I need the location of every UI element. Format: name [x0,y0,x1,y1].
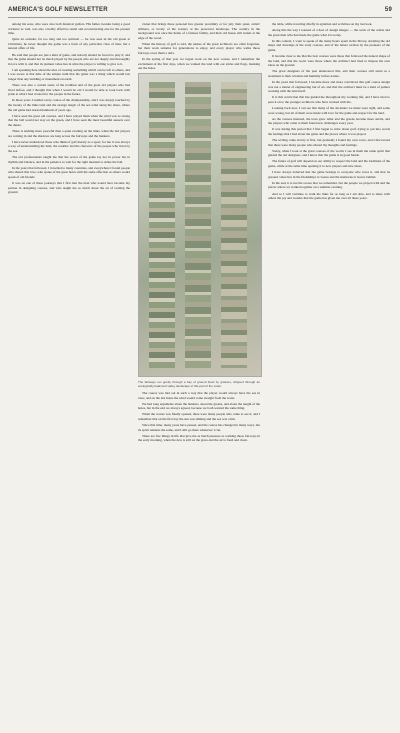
paragraph: I have never understood those who think of golf merely as a sport; for me it was always a way of understanding the land, the weather and the character of the people who lived by the sea. [8,139,130,153]
photo-panel [185,82,211,368]
landscape-photo [138,73,262,377]
paragraph: Along this the way I learned of a host of design images — the work of the artists and the great men who had made the game what it is today. [268,28,390,37]
running-title: AMERICA'S GOLF NEWSLETTER [8,7,108,13]
paragraph: The old professionals taught me that the secret of the game lay not in power but in rhythm and balance, and in the patience to wait for the right moment to strike the ball. [8,154,130,164]
paragraph: In the years that followed, I travelled to many countries, and everywhere I found people who shared this love, who spoke of the great holes with the same affection as others would speak of old friends. [8,165,130,179]
page-header [8,7,392,18]
column-1 [8,22,130,444]
paragraph: I have seen the great old courses, and I have played them when the wind was so strong that the ball would not stay on the green, and I have seen the most beautiful sunsets over the dunes. [8,113,130,127]
paragraph: The future of golf will depend on our ability to respect the land and the traditions of the game, while at the same time opening it to new players and new ideas. [268,159,390,169]
page-number: 59 [384,7,392,13]
column-2 [138,22,260,444]
paragraph: In this context, I want to speak of the many hours spent in the library, studying the old maps and drawings of the early courses, and of the letters written by the pioneers of the game. [268,38,390,52]
paragraph: Looking back now, I can see that many of the decisions we made were right, and some were wrong, but all of them were made with love for the game and respect for the land. [268,106,390,115]
paragraph: As the courses matured, the trees grew taller and the greens became more subtle, and the players who came to them found new challenges every year. [268,116,390,126]
paragraph: The course was laid out in such a way that the player would always have the sea in view, and on the last holes the wind would come straight from the water. [138,390,260,400]
paragraph: In the years that followed, I became more and more convinced that golf course design was not a matter of engineering but of art, and that the architect must be a kind of painter working with the land itself. [268,80,390,94]
paragraph: It became clear to me that the best courses were those that followed the natural shape of the land, and that the worst were those where the architect had tried to impose his own ideas on the ground. [268,54,390,68]
paragraph: And so I will continue to walk the links for as long as I am able, and to share with others the joy and wonder that the game has given me over all these years. [268,191,390,201]
paragraph: Quite an outsider, far too long and too spiritual — he was seen in the old green at Christmas; he never thought the game was a form of any particular class of men, but a natural affair of life. [8,37,130,51]
photo-panel [149,82,175,368]
paragraph: In the spring of that year we began work on the new course, and I remember the excitement of the first days, when we walked the land with our sticks and flags, marking out the holes. [138,57,260,71]
paragraph: When the history of golf is told, the names of the great architects are often forgotten, but their work remains for generations to enjoy, and every player who walks those fairways owes them a debt. [138,41,260,56]
paragraph: I have always believed that the game belongs to everyone who loves it, and that its greatest value lies in the friendships it creates and the memories it leaves behind. [268,170,390,179]
paragraph: There is nothing more peaceful than a quiet evening on the links, when the last players are coming in and the shadows are long across the fairways and the bunkers. [8,128,130,138]
paragraph: It was during this period that I first began to write about golf, trying to put into words the feelings that I had about the game and the places where it was played. [268,127,390,136]
paragraph: In those years I studied every course of the championship, and I was deeply touched by the beauty of the links land and the strange magic of the sea wind along the shore, where the old game had started hundreds of years ago. [8,98,130,112]
paragraph: There are few things in life that give me as much pleasure as walking those fairways in the early morning, when the dew is still on the grass and the air is fresh and clean. [138,433,260,443]
paragraph: among his sons, who were also both fanatical golfers. His father, besides being a good cricketer as well, was also a hobby effective rental and reconstructing one for the present time. [8,22,130,36]
paragraph: Since that time, many years have passed, and the course has changed in many ways, but its spirit remains the same, and I still go there whenever I can. [138,423,260,432]
paragraph: vision that brings these personal lies greater proximity or for pity their quiet, artists' stillness, or lovely of the scenery at the preserved landscape. The country in the background was once the home of a famous family, and their old house still stands at the edge of the wood. [138,22,260,40]
paragraph: Today, when I look at the great courses of the world, I see in them the same spirit that guided the old designers, and I know that the game is in good hands. [268,148,390,158]
paragraph: In the end, it is not the scores that we remember, but the people we played with and the places where we walked together on a summer evening. [268,180,390,190]
paragraph: We had long arguments about the bunkers, about the greens, and about the length of the holes, but in the end we always agreed, because we both wanted the same thing. [138,401,260,411]
paragraph: When the course was finally opened, there were many people who came to see it, and I remember that on the first day the sun was shining and the sea was calm. [138,412,260,421]
article-columns [8,22,392,444]
paragraph: There was also a certain sense of the tradition and of the great old players who had lived before, and I thought that when I would be old I would be able to look back with pride at what I had created for the people in the future. [8,83,130,97]
paragraph: The writing came slowly at first, but gradually I found my own voice, and I discovered that there were many people who shared my thoughts and feelings. [268,138,390,147]
column-3 [268,22,390,444]
photo-panel [221,82,247,368]
paragraph: He said that people are just a kind of game, and nobody should be forced to play it; and that the game should not be much played by the people who are not deeply and thoroughly in love with it, and that its plainest value lies in what the player is willing to give to it. [8,52,130,66]
paragraph: It was on one of these journeys that I first met the man who would later become my partner in designing courses, and who taught me so much about the art of reading the ground. [8,180,130,195]
paragraph: the table, while traveling chiefly in agitation and activities on my last look. [272,22,373,26]
paragraph: I am speaking here about the idea of creating something which can be left to others, and I was aware at that time of the simple truth that the game was a thing which would last longer than any building or monument on earth. [8,67,130,82]
paragraph: It is this conviction that has guided me throughout my working life, and I have tried to pass it on to the younger architects who have worked with me. [268,95,390,104]
paragraph: The great designers of the past understood this, and their courses still stand as a testament to their wisdom and humility before nature. [268,69,390,78]
photo-caption: The fairways run gently through a bay of ground lined by grasses, shipped through an ecologically-balanced valley landscape of this part of the coast. [138,379,260,388]
